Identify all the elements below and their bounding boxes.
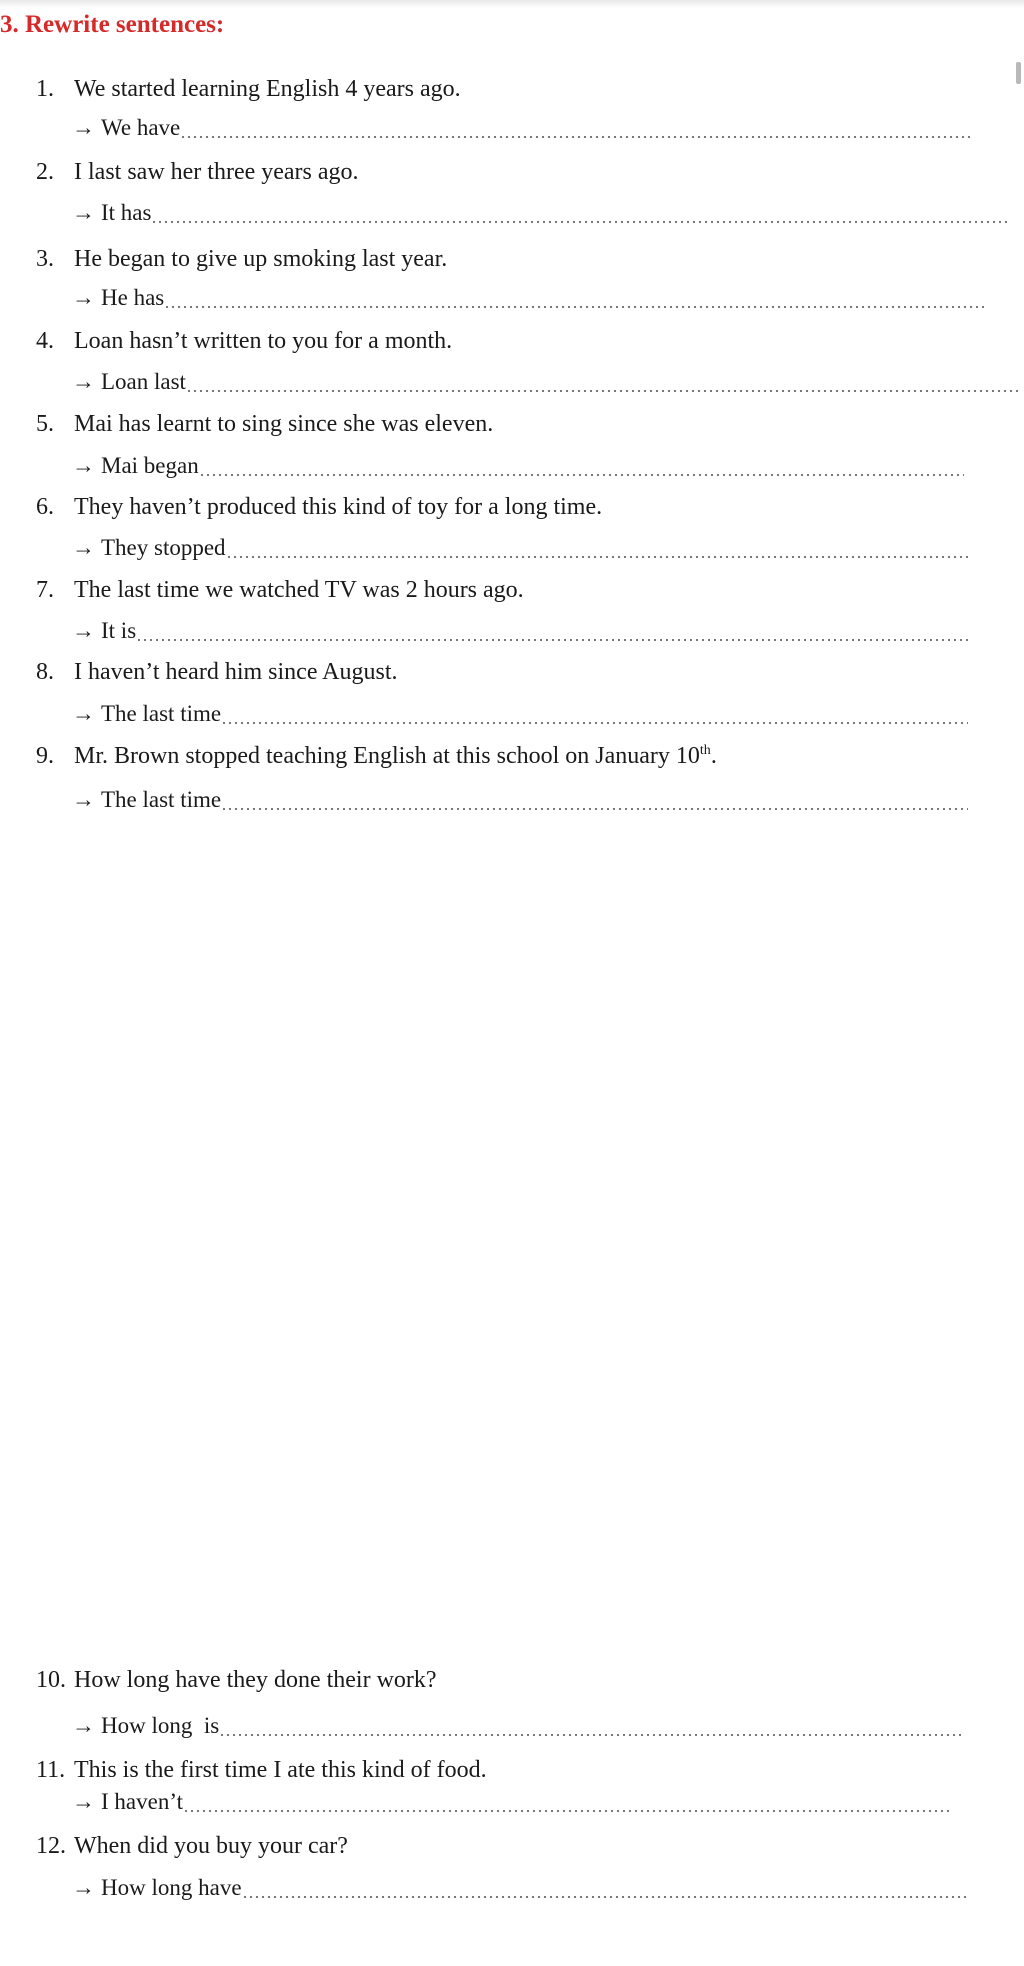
question-number: 10. — [36, 1667, 66, 1693]
answer-prompt: He has — [101, 285, 165, 310]
answer-line-8[interactable] — [72, 699, 968, 729]
answer-blank[interactable] — [180, 113, 970, 143]
answer-blank[interactable] — [242, 1873, 968, 1903]
answer-line-11[interactable] — [72, 1787, 952, 1817]
answer-line-4[interactable] — [72, 367, 1018, 397]
arrow-icon: → — [72, 285, 95, 310]
answer-prompt: The last time — [101, 701, 222, 726]
question-text: I last saw her three years ago. — [74, 159, 359, 185]
question-text-main: Mr. Brown stopped teaching English at this school on January 10 — [74, 743, 700, 769]
answer-line-12[interactable] — [72, 1873, 968, 1903]
question-number: 4. — [36, 328, 54, 354]
answer-blank[interactable] — [186, 367, 1018, 397]
answer-prompt: We have — [101, 115, 181, 140]
arrow-icon: → — [72, 787, 95, 812]
question-number: 2. — [36, 159, 54, 185]
question-number: 11. — [36, 1757, 66, 1783]
answer-blank[interactable] — [164, 283, 988, 313]
answer-prompt: How long have — [101, 1875, 242, 1900]
arrow-icon: → — [72, 1875, 95, 1900]
question-text: He began to give up smoking last year. — [74, 246, 448, 272]
ordinal-suffix: th — [699, 743, 711, 758]
answer-line-3[interactable] — [72, 283, 988, 313]
question-number: 7. — [36, 577, 54, 603]
answer-prompt: Loan last — [101, 369, 186, 394]
question-text: This is the first time I ate this kind of food. — [74, 1757, 487, 1783]
answer-blank[interactable] — [199, 451, 964, 481]
question-number: 1. — [36, 76, 54, 102]
arrow-icon: → — [72, 369, 95, 394]
question-text: They haven’t produced this kind of toy for a long time. — [74, 494, 603, 520]
answer-line-9[interactable] — [72, 785, 968, 815]
arrow-icon: → — [72, 1789, 95, 1814]
answer-line-2[interactable] — [72, 198, 1010, 228]
question-text: Mai has learnt to sing since she was eleven. — [74, 411, 494, 437]
answer-line-1[interactable] — [72, 113, 970, 143]
question-number: 3. — [36, 246, 54, 272]
answer-prompt: How long is — [101, 1713, 220, 1738]
answer-blank[interactable] — [151, 198, 1010, 228]
answer-prompt: It has — [101, 200, 152, 225]
answer-blank[interactable] — [219, 1711, 962, 1741]
answer-prompt: The last time — [101, 787, 222, 812]
arrow-icon: → — [72, 453, 95, 478]
question-text-end: . — [710, 743, 717, 769]
answer-blank[interactable] — [183, 1787, 952, 1817]
answer-blank[interactable] — [221, 785, 968, 815]
arrow-icon: → — [72, 701, 95, 726]
question-number: 5. — [36, 411, 54, 437]
page-edge-mark — [1016, 62, 1021, 84]
arrow-icon: → — [72, 200, 95, 225]
question-text: The last time we watched TV was 2 hours ago. — [74, 577, 524, 603]
question-text — [74, 741, 717, 771]
answer-blank[interactable] — [221, 699, 968, 729]
answer-prompt: I haven’t — [101, 1789, 183, 1814]
question-text: When did you buy your car? — [74, 1833, 348, 1859]
question-text: We started learning English 4 years ago. — [74, 76, 461, 102]
question-number: 9. — [36, 743, 54, 769]
answer-line-5[interactable] — [72, 451, 964, 481]
answer-line-10[interactable] — [72, 1711, 962, 1741]
answer-blank[interactable] — [226, 533, 968, 563]
answer-prompt: It is — [101, 618, 137, 643]
question-number: 12. — [36, 1833, 66, 1859]
question-text: How long have they done their work? — [74, 1667, 437, 1693]
arrow-icon: → — [72, 535, 95, 560]
arrow-icon: → — [72, 115, 95, 140]
question-text: I haven’t heard him since August. — [74, 659, 398, 685]
answer-prompt: Mai began — [101, 453, 199, 478]
question-number: 6. — [36, 494, 54, 520]
answer-prompt: They stopped — [101, 535, 226, 560]
question-text: Loan hasn’t written to you for a month. — [74, 328, 453, 354]
exercise-heading: 3. Rewrite sentences: — [0, 11, 225, 38]
question-number: 8. — [36, 659, 54, 685]
page-top-shadow — [0, 0, 1024, 8]
arrow-icon: → — [72, 1713, 95, 1738]
answer-blank[interactable] — [136, 616, 968, 646]
answer-line-6[interactable] — [72, 533, 968, 563]
answer-line-7[interactable] — [72, 616, 968, 646]
arrow-icon: → — [72, 618, 95, 643]
